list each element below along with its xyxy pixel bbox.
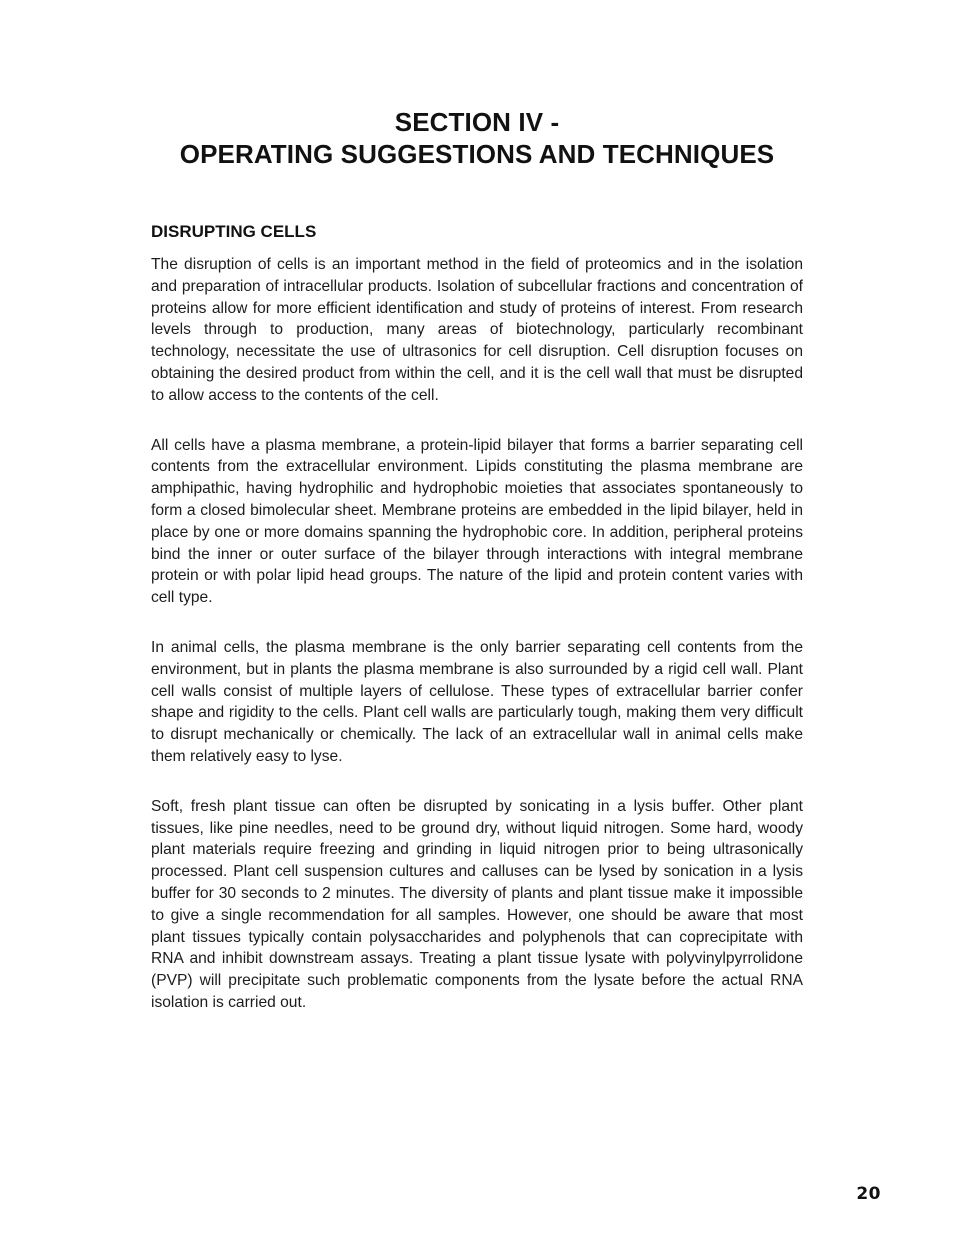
paragraph-2: All cells have a plasma membrane, a protein-lipid bilayer that forms a barrier separating cell contents from the extracellular environment. Lipids constituting the plasma membrane are amphipathic, having hydrophilic and hydrophobic moieties that associates spontaneously to form a closed bimolecular sheet. Membrane proteins are embedded in the lipid bilayer, held in place by one or more domains spanning the hydrophobic core. In addition, peripheral proteins bind the inner or outer surface of the bilayer through interactions with integral membrane protein or with polar lipid head groups. The nature of the lipid and protein content varies with cell type. [151, 436, 803, 607]
paragraph-4: Soft, fresh plant tissue can often be disrupted by sonicating in a lysis buffer. Other plant tissues, like pine needles, need to be ground dry, without liquid nitrogen. Some hard, woody plant materials require freezing and grinding in liquid nitrogen prior to being ultrasonically processed. Plant cell suspension cultures and calluses can be lysed by sonication in a lysis buffer for 30 seconds to 2 minutes. The diversity of plants and plant tissue make it impossible to give a single recommendation for all samples. However, one should be aware that most plant tissues typically contain polysaccharides and polyphenols that can coprecipitate with RNA and inhibit downstream assays. Treating a plant tissue lysate with polyvinylpyrrolidone (PVP) will precipitate such problematic components from the lysate before the actual RNA isolation is carried out. [151, 797, 803, 1011]
section-heading: DISRUPTING CELLS [151, 222, 317, 241]
page-title [0, 106, 954, 170]
page-number: 20 [856, 1184, 881, 1204]
page-title-line-1: SECTION IV - [394, 107, 560, 137]
paragraph-3: In animal cells, the plasma membrane is the only barrier separating cell contents from the environment, but in plants the plasma membrane is also surrounded by a rigid cell wall. Plant cell walls consist of multiple layers of cellulose. These types of extracellular barrier confer shape and rigidity to the cells. Plant cell walls are particularly tough, making them very difficult to disrupt mechanically or chemically. The lack of an extracellular wall in animal cells make them relatively easy to lyse. [151, 638, 803, 765]
page-title-line-2: OPERATING SUGGESTIONS AND TECHNIQUES [179, 139, 775, 169]
paragraph-1: The disruption of cells is an important method in the field of proteomics and in the isolation and preparation of intracellular products. Isolation of subcellular fractions and concentration of proteins allow for more efficient identification and study of proteins of interest. From research levels through to production, many areas of biotechnology, particularly recombinant technology, necessitate the use of ultrasonics for cell disruption. Cell disruption focuses on obtaining the desired product from within the cell, and it is the cell wall that must be disrupted to allow access to the contents of the cell. [151, 256, 803, 404]
section-content [151, 221, 803, 1042]
